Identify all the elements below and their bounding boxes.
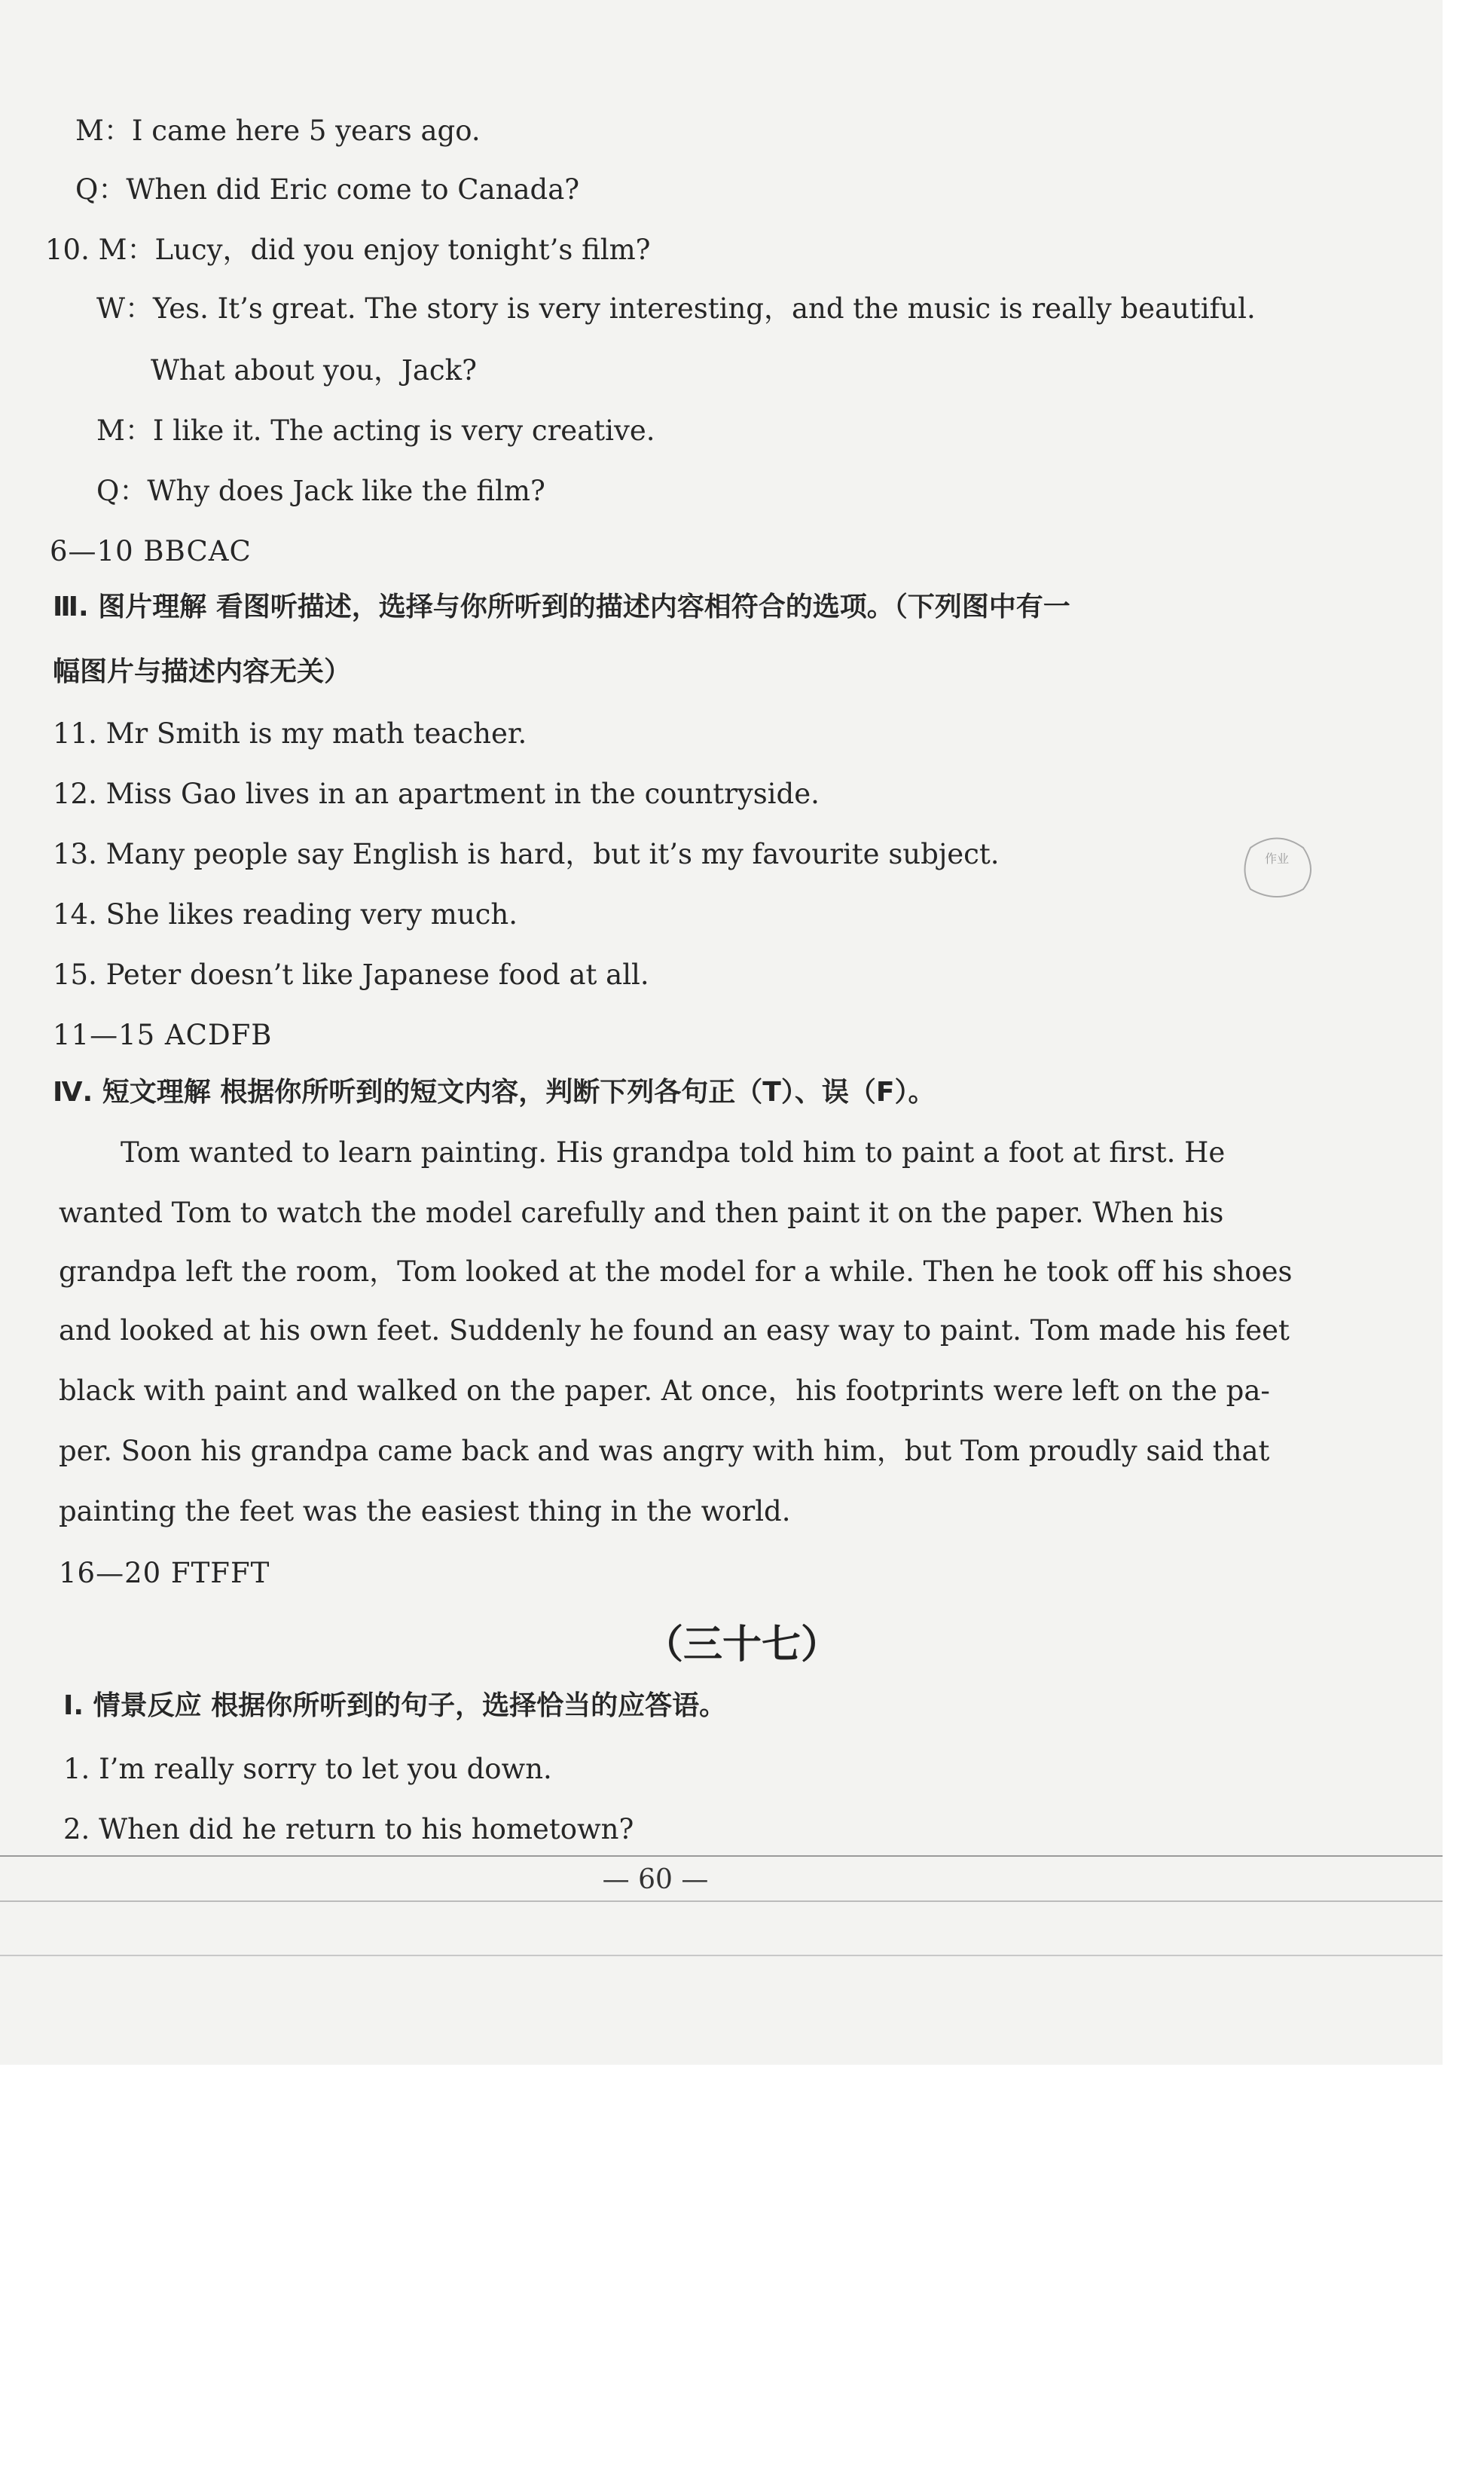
section-3-heading-cont: 幅图片与描述内容无关） xyxy=(53,656,352,687)
dialogue-line: W：Yes. It’s great. The story is very interesting，and the music is really beautiful. xyxy=(96,292,1256,325)
page-number: — 60 — xyxy=(602,1864,709,1895)
dialogue-line: Q：When did Eric come to Canada? xyxy=(75,173,580,206)
section-4-heading: Ⅳ. 短文理解 根据你所听到的短文内容，判断下列各句正（T）、误（F）。 xyxy=(53,1077,936,1108)
passage-line: wanted Tom to watch the model carefully and then paint it on the paper. When his xyxy=(59,1197,1224,1229)
dialogue-line: 10. M：Lucy，did you enjoy tonight’s film? xyxy=(45,234,651,266)
list-item: 2. When did he return to his hometown? xyxy=(63,1813,634,1845)
footer-divider xyxy=(0,1955,1443,1956)
stamp-label: 作业 xyxy=(1264,852,1290,866)
dialogue-line: M：I like it. The acting is very creative. xyxy=(96,414,655,447)
dialogue-line: M：I came here 5 years ago. xyxy=(75,115,481,147)
section-37-title: （三十七） xyxy=(643,1622,840,1668)
list-item: 11. Mr Smith is my math teacher. xyxy=(53,717,527,750)
dialogue-line: What about you，Jack? xyxy=(151,354,477,387)
section-37-heading: Ⅰ. 情景反应 根据你所听到的句子，选择恰当的应答语。 xyxy=(63,1690,727,1721)
passage-line: black with paint and walked on the paper. At once，his footprints were left on the pa- xyxy=(59,1374,1270,1407)
list-item: 1. I’m really sorry to let you down. xyxy=(63,1753,552,1785)
footer-divider xyxy=(0,1900,1443,1902)
list-item: 14. She likes reading very much. xyxy=(53,898,518,931)
answer-16-20: 16—20 FTFFT xyxy=(59,1557,270,1589)
footer-divider xyxy=(0,1855,1443,1857)
dialogue-line: Q：Why does Jack like the film? xyxy=(96,475,545,507)
list-item: 13. Many people say English is hard，but it’s my favourite subject. xyxy=(53,838,1000,870)
list-item: 12. Miss Gao lives in an apartment in the countryside. xyxy=(53,778,820,810)
passage-line: Tom wanted to learn painting. His grandpa told him to paint a foot at first. He xyxy=(121,1136,1226,1169)
section-3-heading: Ⅲ. 图片理解 看图听描述，选择与你所听到的描述内容相符合的选项。（下列图中有一 xyxy=(53,592,1070,622)
answer-11-15: 11—15 ACDFB xyxy=(53,1019,273,1051)
passage-line: and looked at his own feet. Suddenly he found an easy way to paint. Tom made his feet xyxy=(59,1314,1290,1347)
passage-line: grandpa left the room，Tom looked at the model for a while. Then he took off his shoes xyxy=(59,1255,1293,1288)
stamp-icon xyxy=(1235,825,1318,908)
answer-6-10: 6—10 BBCAC xyxy=(50,535,252,567)
passage-line: per. Soon his grandpa came back and was angry with him，but Tom proudly said that xyxy=(59,1435,1270,1467)
list-item: 15. Peter doesn’t like Japanese food at all. xyxy=(53,959,649,991)
passage-line: painting the feet was the easiest thing in the world. xyxy=(59,1495,791,1527)
